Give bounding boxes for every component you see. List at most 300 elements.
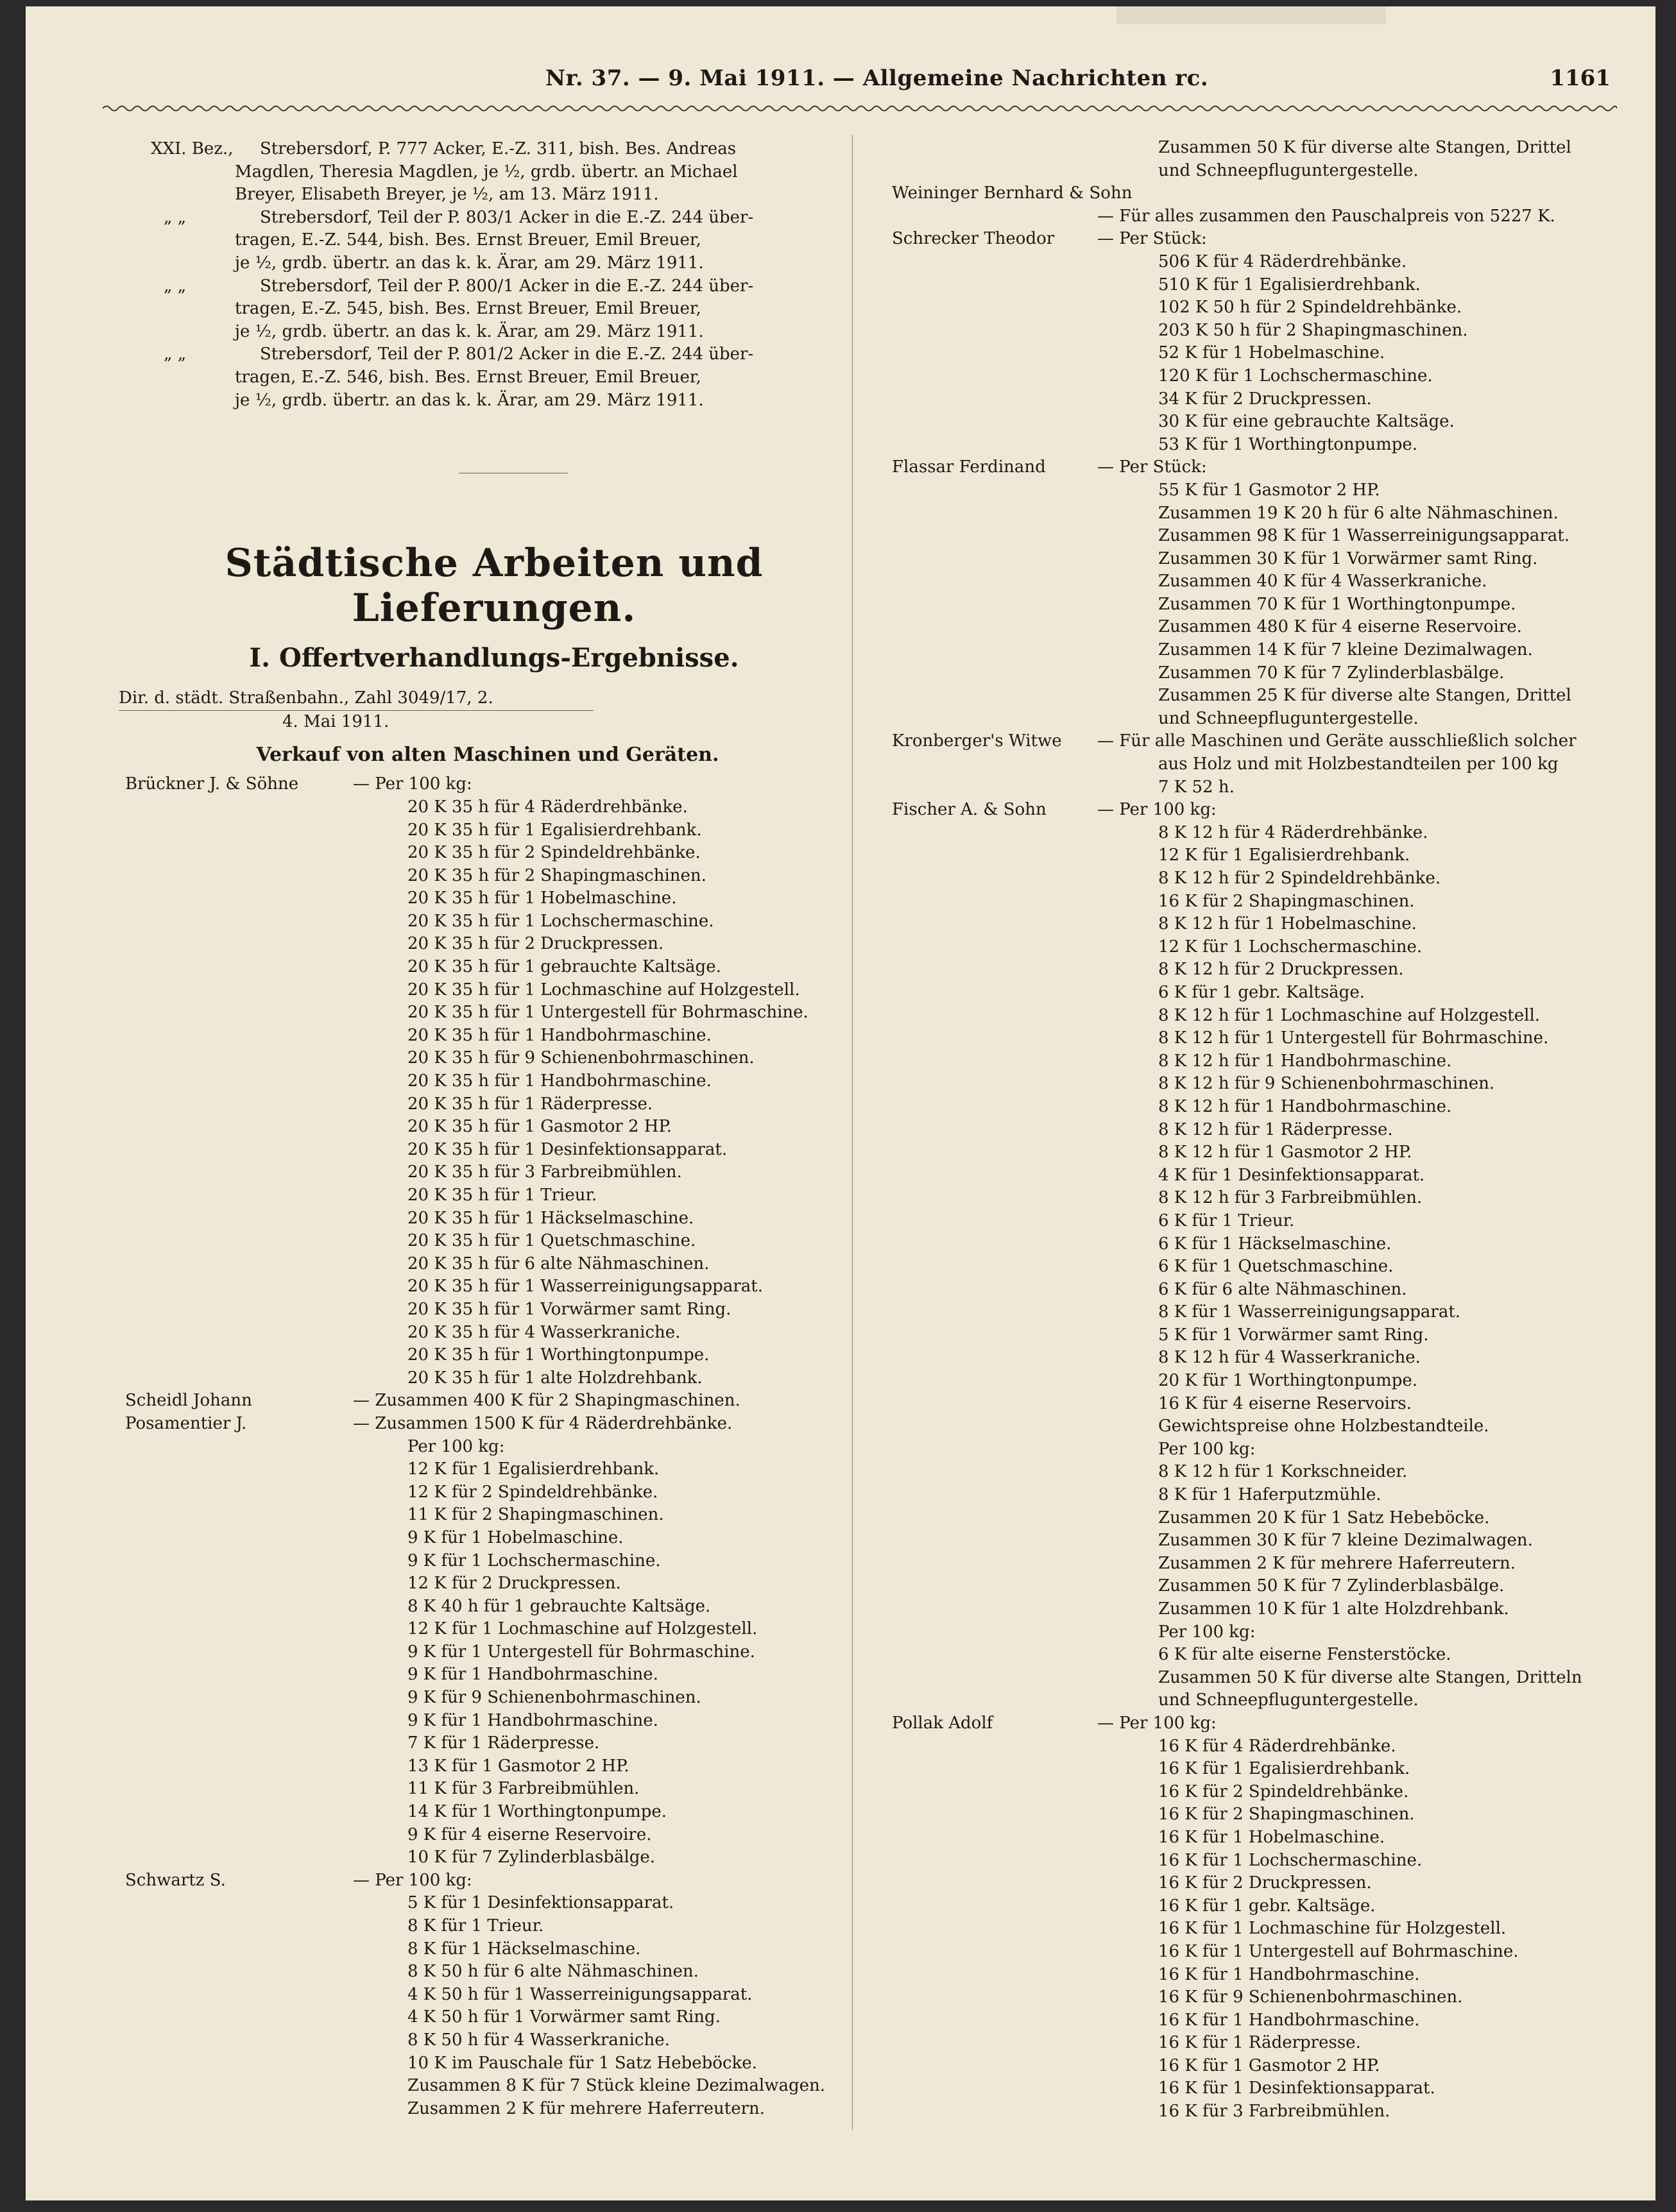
bidder-name: Scheidl Johann (125, 1391, 252, 1411)
offer-row (866, 296, 1623, 319)
offer-row (866, 251, 1623, 274)
offer-row (96, 1322, 866, 1345)
offer-line: 9 K für 1 Untergestell für Bohrmaschine. (407, 1642, 755, 1662)
offer-row (866, 1850, 1623, 1873)
offer-row (96, 1892, 866, 1915)
offer-line: 20 K 35 h für 1 Lochmaschine auf Holzgestell. (407, 980, 800, 1000)
offer-row (866, 1484, 1623, 1507)
offer-row (96, 2006, 866, 2029)
offer-row (866, 799, 1623, 822)
offer-line: 20 K 35 h für 1 Handbohrmaschine. (407, 1071, 712, 1091)
left-offers (96, 773, 866, 2120)
bidder-name: Pollak Adolf (892, 1713, 993, 1733)
offer-row (866, 1758, 1623, 1781)
offer-row (96, 1047, 866, 1070)
offer-row (866, 753, 1623, 776)
offer-line: 6 K für 6 alte Nähmaschinen. (1158, 1279, 1407, 1299)
offer-line: 8 K 12 h für 9 Schienenbohrmaschinen. (1158, 1074, 1495, 1094)
offer-row (96, 1869, 866, 1893)
offer-line: 16 K für 1 Hobelmaschine. (1158, 1827, 1385, 1847)
offer-row (96, 1344, 866, 1367)
offer-row (96, 1093, 866, 1116)
offer-line: 506 K für 4 Räderdrehbänke. (1158, 251, 1407, 271)
record-line (96, 389, 866, 413)
offer-line: Per 100 kg: (1158, 1622, 1256, 1642)
offer-line: 20 K 35 h für 1 alte Holzdrehbank. (407, 1368, 703, 1388)
offer-line: 20 K 35 h für 1 Hobelmaschine. (407, 889, 677, 908)
offer-line: 9 K für 1 Hobelmaschine. (407, 1527, 624, 1547)
record-prefix: „ „ (164, 207, 187, 227)
offer-row (866, 1370, 1623, 1393)
offer-line: 12 K für 2 Spindeldrehbänke. (407, 1482, 658, 1502)
record-prefix: XXI. Bez., (151, 139, 234, 158)
offer-row (866, 616, 1623, 639)
offer-row (96, 1367, 866, 1390)
offer-line: 20 K 35 h für 2 Druckpressen. (407, 934, 664, 954)
offer-date: 4. Mai 1911. (282, 711, 389, 731)
offer-line: Zusammen 50 K für 7 Zylinderblasbälge. (1158, 1576, 1505, 1596)
offer-row (866, 593, 1623, 617)
offer-line: 8 K 12 h für 2 Druckpressen. (1158, 960, 1404, 980)
offer-line: 12 K für 1 Egalisierdrehbank. (1158, 846, 1410, 865)
offer-row (96, 1687, 866, 1710)
section-title: Städtische Arbeiten und Lieferungen. (225, 541, 764, 631)
offer-line: Zusammen 14 K für 7 kleine Dezimalwagen. (1158, 640, 1533, 660)
offer-line: 16 K für 1 Handbohrmaschine. (1158, 1964, 1420, 1984)
offer-line: 20 K 35 h für 1 Trieur. (407, 1186, 597, 1205)
offer-lead: — Per 100 kg: (353, 1870, 472, 1890)
offer-row (96, 1253, 866, 1276)
offer-row (866, 1187, 1623, 1210)
offer-row (96, 1732, 866, 1755)
record-text: Strebersdorf, Teil der P. 800/1 Acker in die E.-Z. 244 über- (260, 276, 754, 296)
bidder-name: Schwartz S. (125, 1870, 226, 1890)
offer-line: 11 K für 2 Shapingmaschinen. (407, 1505, 664, 1525)
offer-line: 8 K 12 h für 1 Lochmaschine auf Holzgestell. (1158, 1005, 1541, 1025)
offer-line: 8 K 12 h für 3 Farbreibmühlen. (1158, 1188, 1423, 1208)
offer-line: 20 K 35 h für 1 Räderpresse. (407, 1094, 653, 1114)
offer-row (866, 1895, 1623, 1918)
offer-lead: — Per 100 kg: (1097, 1713, 1217, 1733)
offer-row (866, 479, 1623, 502)
offer-lead: — Per 100 kg: (353, 774, 472, 794)
offer-line: 16 K für 4 eiserne Reservoirs. (1158, 1393, 1412, 1413)
record-line (96, 321, 866, 344)
offer-row (866, 1553, 1623, 1576)
offer-lead: — Per 100 kg: (1097, 800, 1217, 820)
record-text: tragen, E.-Z. 546, bish. Bes. Ernst Breuer, Emil Breuer, (235, 367, 701, 387)
offer-row (96, 1618, 866, 1641)
offer-line: 16 K für 2 Shapingmaschinen. (1158, 891, 1415, 911)
offer-line: 8 K für 1 Trieur. (407, 1916, 544, 1936)
offer-row (96, 1663, 866, 1687)
offer-line: 9 K für 1 Handbohrmaschine. (407, 1665, 658, 1685)
offer-line: Zusammen 2 K für mehrere Haferreutern. (407, 2098, 765, 2118)
offer-line: 20 K 35 h für 1 Gasmotor 2 HP. (407, 1117, 672, 1137)
offer-row (96, 1184, 866, 1207)
offer-row (866, 1279, 1623, 1302)
offer-row (96, 1207, 866, 1230)
bidder-name: Brückner J. & Söhne (125, 774, 299, 794)
record-line (96, 138, 866, 161)
offer-row (866, 2100, 1623, 2123)
offer-row (866, 502, 1623, 525)
offer-line: 52 K für 1 Hobelmaschine. (1158, 343, 1385, 363)
offer-line: 510 K für 1 Egalisierdrehbank. (1158, 275, 1421, 294)
offer-row (96, 842, 866, 865)
offer-row (866, 1119, 1623, 1142)
offer-row (866, 844, 1623, 867)
offer-line: 8 K 50 h für 6 alte Nähmaschinen. (407, 1962, 699, 1982)
record-text: tragen, E.-Z. 545, bish. Bes. Ernst Breuer, Emil Breuer, (235, 299, 701, 319)
offer-line: 20 K 35 h für 4 Räderdrehbänke. (407, 797, 688, 817)
offer-line: 20 K 35 h für 1 Egalisierdrehbank. (407, 820, 702, 840)
reference-line (96, 687, 866, 710)
offer-row (866, 548, 1623, 571)
offer-line: Zusammen 98 K für 1 Wasserreinigungsapparat. (1158, 526, 1569, 546)
offer-line: 6 K für 1 gebr. Kaltsäge. (1158, 982, 1365, 1002)
offer-row (96, 1436, 866, 1459)
offer-line: und Schneepfluguntergestelle. (1158, 1690, 1419, 1710)
offer-line: 16 K für 1 Lochmaschine für Holzgestell. (1158, 1919, 1507, 1939)
record-text: Strebersdorf, Teil der P. 801/2 Acker in die E.-Z. 244 über- (260, 345, 754, 364)
offer-row (866, 1689, 1623, 1712)
offer-row (866, 1644, 1623, 1667)
offer-row (96, 979, 866, 1002)
offer-line: 8 K für 1 Haferputzmühle. (1158, 1485, 1381, 1505)
offer-row (866, 365, 1623, 388)
sale-heading: Verkauf von alten Maschinen und Geräten. (256, 744, 719, 767)
header-title: Nr. 37. — 9. Mai 1911. — Allgemeine Nachrichten rc. (545, 65, 1209, 91)
record-text: Strebersdorf, Teil der P. 803/1 Acker in die E.-Z. 244 über- (260, 207, 754, 227)
offer-line: Zusammen 30 K für 1 Vorwärmer samt Ring. (1158, 549, 1538, 568)
offer-row (866, 1096, 1623, 1119)
newspaper-page (26, 6, 1655, 2200)
offer-row (866, 1233, 1623, 1256)
offer-row (866, 685, 1623, 708)
offer-row (96, 1527, 866, 1550)
offer-row (866, 1393, 1623, 1416)
page-number: 1161 (1550, 65, 1611, 91)
offer-line: 8 K 12 h für 1 Räderpresse. (1158, 1119, 1393, 1139)
offer-row (96, 1116, 866, 1139)
offer-line: Zusammen 50 K für diverse alte Stangen, Dritteln (1158, 1667, 1582, 1687)
offer-row (96, 1801, 866, 1824)
bidder-name: Kronberger's Witwe (892, 731, 1062, 751)
offer-row (866, 958, 1623, 982)
offer-row (866, 708, 1623, 731)
offer-line: 12 K für 1 Lochschermaschine. (1158, 937, 1423, 957)
offer-line: 7 K 52 h. (1158, 777, 1235, 797)
offer-row (866, 388, 1623, 411)
offer-row (866, 1415, 1623, 1438)
offer-row (866, 2077, 1623, 2100)
header-wavy-rule (103, 103, 1617, 114)
offer-row (866, 1461, 1623, 1484)
offer-row (866, 342, 1623, 365)
offer-row (866, 1301, 1623, 1324)
offer-line: 20 K 35 h für 2 Spindeldrehbänke. (407, 843, 701, 863)
offer-row (96, 1641, 866, 1664)
bidder-name: Flassar Ferdinand (892, 457, 1046, 477)
offer-line: 8 K 12 h für 1 Hobelmaschine. (1158, 914, 1417, 934)
right-column (866, 137, 1623, 2123)
offer-row (866, 1598, 1623, 1621)
offer-row (866, 1529, 1623, 1553)
offer-line: Zusammen 19 K 20 h für 6 alte Nähmaschinen. (1158, 503, 1559, 523)
offer-line: 8 K 12 h für 1 Gasmotor 2 HP. (1158, 1143, 1412, 1162)
offer-line: 16 K für 3 Farbreibmühlen. (1158, 2102, 1390, 2122)
offer-row (866, 1735, 1623, 1758)
offer-line: 8 K 12 h für 2 Spindeldrehbänke. (1158, 869, 1441, 888)
offer-row (866, 456, 1623, 479)
offer-line: 20 K 35 h für 9 Schienenbohrmaschinen. (407, 1048, 755, 1068)
offer-row (96, 1504, 866, 1527)
offer-row (866, 1210, 1623, 1233)
offer-row (866, 1255, 1623, 1279)
offer-line: 16 K für 1 gebr. Kaltsäge. (1158, 1896, 1376, 1916)
offer-line: 16 K für 9 Schienenbohrmaschinen. (1158, 1987, 1463, 2007)
offer-row (866, 1803, 1623, 1826)
offer-line: und Schneepfluguntergestelle. (1158, 708, 1419, 728)
offer-line: Zusammen 70 K für 1 Worthingtonpumpe. (1158, 594, 1516, 614)
offer-line: Per 100 kg: (1158, 1439, 1256, 1459)
offer-line: 16 K für 1 Desinfektionsapparat. (1158, 2079, 1435, 2098)
offer-line: 20 K 35 h für 2 Shapingmaschinen. (407, 865, 706, 885)
offer-line: Zusammen 10 K für 1 alte Holzdrehbank. (1158, 1599, 1509, 1619)
offer-line: 9 K für 4 eiserne Reservoire. (407, 1825, 652, 1844)
offer-row (866, 205, 1623, 228)
offer-line: und Schneepfluguntergestelle. (1158, 160, 1419, 180)
offer-line: 12 K für 1 Lochmaschine auf Holzgestell. (407, 1619, 758, 1639)
offer-line: 4 K für 1 Desinfektionsapparat. (1158, 1165, 1425, 1185)
offer-line: 16 K für 2 Druckpressen. (1158, 1873, 1372, 1893)
offer-line: 8 K 12 h für 1 Korkschneider. (1158, 1462, 1408, 1482)
offer-row (866, 1941, 1623, 1964)
offer-row (866, 1050, 1623, 1073)
offer-line: 16 K für 2 Shapingmaschinen. (1158, 1805, 1415, 1825)
offer-row (866, 890, 1623, 914)
offer-row (866, 2055, 1623, 2078)
offer-row (866, 822, 1623, 845)
offer-line: 16 K für 1 Untergestell auf Bohrmaschine. (1158, 1941, 1519, 1961)
offer-row (96, 2075, 866, 2098)
offer-row (96, 1961, 866, 1984)
offer-row (866, 1667, 1623, 1690)
offer-line: 6 K für 1 Quetschmaschine. (1158, 1257, 1394, 1277)
offer-line: 8 K 12 h für 1 Handbohrmaschine. (1158, 1051, 1452, 1071)
offer-line: 20 K 35 h für 4 Wasserkraniche. (407, 1322, 681, 1342)
offer-row (96, 1458, 866, 1481)
offer-line: 6 K für 1 Häckselmaschine. (1158, 1234, 1392, 1254)
offer-row (96, 865, 866, 888)
offer-lead: — Für alles zusammen den Pauschalpreis von 5227 K. (1097, 206, 1555, 226)
offer-line: 9 K für 1 Lochschermaschine. (407, 1551, 661, 1570)
offer-line: aus Holz und mit Holzbestandteilen per 100 kg (1158, 754, 1559, 774)
offer-row (866, 776, 1623, 799)
offer-row (866, 982, 1623, 1005)
record-text: Breyer, Elisabeth Breyer, je ½, am 13. März 1911. (235, 185, 659, 205)
record-line (96, 275, 866, 298)
offer-row (866, 1964, 1623, 1987)
offer-row (96, 1390, 866, 1413)
offer-row (866, 1073, 1623, 1096)
offer-line: 16 K für 1 Räderpresse. (1158, 2033, 1361, 2053)
offer-row (96, 1938, 866, 1961)
record-line (96, 343, 866, 366)
offer-row (96, 2098, 866, 2121)
offer-row (866, 1872, 1623, 1895)
record-prefix: „ „ (164, 345, 187, 364)
offer-lead: — Zusammen 1500 K für 4 Räderdrehbänke. (353, 1413, 733, 1433)
offer-line: 16 K für 2 Spindeldrehbänke. (1158, 1782, 1409, 1801)
offer-row (96, 1846, 866, 1869)
offer-line: 20 K 35 h für 1 Untergestell für Bohrmaschine. (407, 1003, 808, 1023)
offer-line: 14 K für 1 Worthingtonpumpe. (407, 1802, 667, 1822)
record-text: Strebersdorf, P. 777 Acker, E.-Z. 311, bish. Bes. Andreas (260, 139, 737, 158)
offer-line: 5 K für 1 Vorwärmer samt Ring. (1158, 1325, 1429, 1345)
offer-line: Per 100 kg: (407, 1436, 505, 1456)
offer-row (96, 1572, 866, 1595)
scan-edge-band (1116, 6, 1386, 24)
record-line (96, 207, 866, 230)
offer-row (866, 1826, 1623, 1850)
offer-line: 16 K für 1 Handbohrmaschine. (1158, 2010, 1420, 2030)
reference-text: Dir. d. städt. Straßenbahn., Zahl 3049/17, 2. (119, 688, 493, 708)
offer-line: 102 K 50 h für 2 Spindeldrehbänke. (1158, 298, 1462, 318)
record-text: Magdlen, Theresia Magdlen, je ½, grdb. übertr. an Michael (235, 162, 738, 182)
offer-row (866, 182, 1623, 205)
record-text: je ½, grdb. übertr. an das k. k. Ärar, am 29. März 1911. (235, 253, 704, 273)
offer-row (866, 1507, 1623, 1530)
offer-row (866, 913, 1623, 936)
offer-row (96, 1001, 866, 1025)
offer-row (866, 2032, 1623, 2055)
offer-line: 16 K für 4 Räderdrehbänke. (1158, 1736, 1396, 1756)
offer-lead: — Für alle Maschinen und Geräte ausschließlich solcher (1097, 731, 1577, 751)
offer-line: 34 K für 2 Druckpressen. (1158, 389, 1372, 409)
offer-row (96, 796, 866, 819)
offer-line: 55 K für 1 Gasmotor 2 HP. (1158, 480, 1380, 500)
offer-row (866, 1575, 1623, 1598)
record-line (96, 252, 866, 275)
offer-line: 8 K für 1 Wasserreinigungsapparat. (1158, 1302, 1461, 1322)
offer-row (96, 1413, 866, 1436)
offer-line: 20 K 35 h für 6 alte Nähmaschinen. (407, 1254, 710, 1273)
offer-line: 12 K für 1 Egalisierdrehbank. (407, 1459, 660, 1479)
offer-line: 10 K im Pauschale für 1 Satz Hebeböcke. (407, 2053, 757, 2073)
offer-line: 6 K für alte eiserne Fensterstöcke. (1158, 1645, 1451, 1665)
offer-row (96, 1275, 866, 1298)
record-text: je ½, grdb. übertr. an das k. k. Ärar, am 29. März 1911. (235, 321, 704, 341)
offer-row (96, 1595, 866, 1619)
offer-line: 4 K 50 h für 1 Wasserreinigungsapparat. (407, 1984, 753, 2004)
offer-row (866, 525, 1623, 548)
bidder-name: Weininger Bernhard & Sohn (892, 183, 1133, 203)
offer-line: Zusammen 30 K für 7 kleine Dezimalwagen. (1158, 1531, 1533, 1551)
offer-row (866, 228, 1623, 251)
offer-line: 8 K 12 h für 1 Untergestell für Bohrmaschine. (1158, 1028, 1549, 1048)
offer-row (866, 730, 1623, 753)
offer-row (96, 773, 866, 796)
record-text: tragen, E.-Z. 544, bish. Bes. Ernst Breuer, Emil Breuer, (235, 230, 701, 250)
offer-line: 20 K 35 h für 3 Farbreibmühlen. (407, 1162, 682, 1182)
offer-row (96, 1778, 866, 1801)
record-text: je ½, grdb. übertr. an das k. k. Ärar, am 29. März 1911. (235, 390, 704, 410)
offer-row (96, 1755, 866, 1778)
date-line (96, 711, 866, 734)
page-header (103, 59, 1611, 98)
offer-row (866, 1141, 1623, 1164)
offer-row (866, 1027, 1623, 1050)
section-subtitle: I. Offertverhandlungs-Ergebnisse. (249, 643, 739, 674)
offer-row (866, 1164, 1623, 1187)
offer-line: 53 K für 1 Worthingtonpumpe. (1158, 434, 1418, 454)
offer-line: 8 K 12 h für 1 Handbohrmaschine. (1158, 1096, 1452, 1116)
offer-row (866, 1712, 1623, 1735)
offer-line: 16 K für 1 Gasmotor 2 HP. (1158, 2055, 1380, 2075)
offer-line: 8 K 50 h für 4 Wasserkraniche. (407, 2030, 670, 2050)
offer-line: 8 K 40 h für 1 gebrauchte Kaltsäge. (407, 1596, 711, 1616)
land-records (96, 138, 866, 412)
record-prefix: „ „ (164, 276, 187, 296)
offer-row (96, 1984, 866, 2007)
offer-lead: — Zusammen 400 K für 2 Shapingmaschinen. (353, 1391, 740, 1411)
offer-row (96, 1824, 866, 1847)
offer-line: Zusammen 20 K für 1 Satz Hebeböcke. (1158, 1508, 1490, 1527)
offer-line: 16 K für 1 Lochschermaschine. (1158, 1850, 1423, 1870)
offer-row (96, 819, 866, 842)
offer-line: 20 K 35 h für 1 Vorwärmer samt Ring. (407, 1299, 731, 1319)
offer-row (866, 319, 1623, 343)
offer-line: Zusammen 70 K für 7 Zylinderblasbälge. (1158, 663, 1505, 683)
offer-line: 10 K für 7 Zylinderblasbälge. (407, 1848, 656, 1867)
offer-row (866, 936, 1623, 959)
offer-line: Zusammen 25 K für diverse alte Stangen, Drittel (1158, 686, 1571, 706)
bidder-name: Schrecker Theodor (892, 229, 1055, 249)
offer-row (866, 434, 1623, 457)
offer-lead: — Per Stück: (1097, 229, 1207, 249)
offer-line: Zusammen 8 K für 7 Stück kleine Dezimalwagen. (407, 2076, 825, 2096)
offer-line: 20 K 35 h für 1 Wasserreinigungsapparat. (407, 1277, 763, 1297)
offer-line: 20 K 35 h für 1 Lochschermaschine. (407, 911, 714, 931)
offer-line: 8 K für 1 Häckselmaschine. (407, 1939, 641, 1959)
right-offers (866, 137, 1623, 2123)
offer-row (866, 1347, 1623, 1370)
offer-row (96, 887, 866, 910)
offer-row (866, 2009, 1623, 2032)
offer-row (866, 1781, 1623, 1804)
record-line (96, 366, 866, 389)
offer-line: Zusammen 50 K für diverse alte Stangen, Drittel (1158, 138, 1571, 157)
record-line (96, 229, 866, 252)
offer-line: Zusammen 2 K für mehrere Haferreutern. (1158, 1553, 1516, 1573)
offer-line: 13 K für 1 Gasmotor 2 HP. (407, 1756, 629, 1776)
offer-row (866, 1005, 1623, 1028)
offer-line: 20 K 35 h für 1 Worthingtonpumpe. (407, 1345, 710, 1365)
offer-row (866, 639, 1623, 662)
offer-line: Zusammen 40 K für 4 Wasserkraniche. (1158, 572, 1487, 591)
offer-row (866, 1918, 1623, 1941)
offer-line: 20 K 35 h für 1 Quetschmaschine. (407, 1231, 696, 1251)
offer-row (96, 1481, 866, 1504)
offer-line: 5 K für 1 Desinfektionsapparat. (407, 1893, 674, 1913)
offer-line: 9 K für 9 Schienenbohrmaschinen. (407, 1688, 701, 1708)
offer-line: 8 K 12 h für 4 Räderdrehbänke. (1158, 822, 1428, 842)
offer-line: 20 K für 1 Worthingtonpumpe. (1158, 1371, 1418, 1391)
offer-row (96, 1915, 866, 1938)
offer-line: 6 K für 1 Trieur. (1158, 1211, 1295, 1230)
